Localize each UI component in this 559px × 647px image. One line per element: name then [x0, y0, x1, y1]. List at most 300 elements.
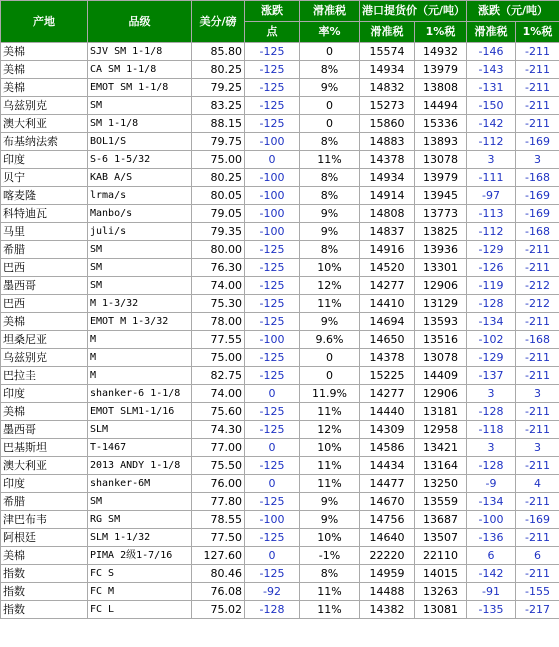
header-change: 涨跌 [245, 1, 300, 22]
cell-port-price-1pct: 13945 [415, 187, 467, 205]
cell-us-cents: 83.25 [192, 97, 245, 115]
table-row [1, 331, 559, 349]
cell-us-cents: 79.05 [192, 205, 245, 223]
cell-change-points: -125 [245, 529, 300, 547]
cell-change-1pct: -211 [516, 241, 559, 259]
cell-grade: SM [88, 493, 192, 511]
cell-port-price-slide: 14520 [360, 259, 415, 277]
cell-change-slide: -119 [467, 277, 516, 295]
header-slide-tax-rate: 率% [300, 22, 360, 43]
cell-us-cents: 75.50 [192, 457, 245, 475]
cell-slide-tax-rate: 8% [300, 241, 360, 259]
table-row [1, 115, 559, 133]
cell-change-slide: -136 [467, 529, 516, 547]
cell-port-price-slide: 15273 [360, 97, 415, 115]
table-row [1, 583, 559, 601]
cell-change-points: -100 [245, 331, 300, 349]
cell-change-slide: 3 [467, 439, 516, 457]
cell-port-price-slide: 14934 [360, 169, 415, 187]
header-chg-slide: 滑准税 [467, 22, 516, 43]
cell-grade: SJV SM 1-1/8 [88, 43, 192, 61]
cell-change-slide: -100 [467, 511, 516, 529]
cell-grade: 2013 ANDY 1-1/8 [88, 457, 192, 475]
cell-change-slide: -142 [467, 115, 516, 133]
table-row [1, 475, 559, 493]
cell-change-slide: -146 [467, 43, 516, 61]
table-row [1, 565, 559, 583]
cell-grade: KAB A/S [88, 169, 192, 187]
cell-change-1pct: -169 [516, 133, 559, 151]
cell-change-1pct: -211 [516, 61, 559, 79]
cell-port-price-slide: 14309 [360, 421, 415, 439]
cell-origin: 美棉 [1, 403, 88, 421]
cell-origin: 乌兹别克 [1, 97, 88, 115]
cell-change-1pct: -168 [516, 169, 559, 187]
cell-port-price-slide: 14934 [360, 61, 415, 79]
cell-origin: 科特迪瓦 [1, 205, 88, 223]
cell-origin: 布基纳法索 [1, 133, 88, 151]
cell-change-points: 0 [245, 547, 300, 565]
cell-slide-tax-rate: 11% [300, 601, 360, 619]
table-row [1, 349, 559, 367]
cell-grade: EMOT SM 1-1/8 [88, 79, 192, 97]
cell-port-price-1pct: 13687 [415, 511, 467, 529]
cell-grade: M [88, 331, 192, 349]
cell-port-price-1pct: 13593 [415, 313, 467, 331]
cell-slide-tax-rate: 9% [300, 493, 360, 511]
table-row [1, 97, 559, 115]
cell-port-price-1pct: 13507 [415, 529, 467, 547]
header-us-cents: 美分/磅 [192, 1, 245, 43]
cell-change-1pct: -211 [516, 565, 559, 583]
cell-change-points: -92 [245, 583, 300, 601]
cell-grade: FC L [88, 601, 192, 619]
table-row [1, 457, 559, 475]
cell-origin: 乌兹别克 [1, 349, 88, 367]
cell-change-1pct: -211 [516, 313, 559, 331]
table-row [1, 61, 559, 79]
cell-origin: 指数 [1, 583, 88, 601]
cell-port-price-slide: 15225 [360, 367, 415, 385]
table-row [1, 367, 559, 385]
cell-slide-tax-rate: 11% [300, 457, 360, 475]
cell-us-cents: 80.25 [192, 61, 245, 79]
cell-change-points: 0 [245, 439, 300, 457]
cell-us-cents: 75.02 [192, 601, 245, 619]
cell-slide-tax-rate: 8% [300, 187, 360, 205]
cell-port-price-slide: 15574 [360, 43, 415, 61]
cell-us-cents: 77.55 [192, 331, 245, 349]
cell-port-price-slide: 14277 [360, 385, 415, 403]
cell-origin: 澳大利亚 [1, 115, 88, 133]
cell-grade: SM [88, 277, 192, 295]
cell-change-1pct: -211 [516, 367, 559, 385]
cell-change-points: 0 [245, 475, 300, 493]
cell-port-price-slide: 14756 [360, 511, 415, 529]
cell-port-price-slide: 14916 [360, 241, 415, 259]
cell-slide-tax-rate: 0 [300, 367, 360, 385]
cell-us-cents: 76.30 [192, 259, 245, 277]
cell-us-cents: 78.55 [192, 511, 245, 529]
cell-us-cents: 82.75 [192, 367, 245, 385]
cell-port-price-1pct: 14932 [415, 43, 467, 61]
cell-change-1pct: -168 [516, 223, 559, 241]
cell-change-1pct: -211 [516, 457, 559, 475]
cell-grade: FC M [88, 583, 192, 601]
cell-grade: M 1-3/32 [88, 295, 192, 313]
cell-change-slide: -102 [467, 331, 516, 349]
cell-port-price-slide: 14808 [360, 205, 415, 223]
cell-change-1pct: -211 [516, 115, 559, 133]
cell-change-points: -100 [245, 169, 300, 187]
cell-origin: 阿根廷 [1, 529, 88, 547]
cell-port-price-slide: 14883 [360, 133, 415, 151]
cell-origin: 美棉 [1, 547, 88, 565]
cell-us-cents: 76.00 [192, 475, 245, 493]
cell-change-points: -125 [245, 421, 300, 439]
table-row [1, 421, 559, 439]
cell-origin: 贝宁 [1, 169, 88, 187]
cell-grade: PIMA 2级1-7/16 [88, 547, 192, 565]
cell-grade: SM [88, 97, 192, 115]
cell-change-slide: -126 [467, 259, 516, 277]
cell-origin: 澳大利亚 [1, 457, 88, 475]
cell-change-slide: -91 [467, 583, 516, 601]
cell-port-price-slide: 14378 [360, 349, 415, 367]
cell-slide-tax-rate: 11% [300, 403, 360, 421]
cell-slide-tax-rate: 12% [300, 421, 360, 439]
cell-port-price-slide: 14640 [360, 529, 415, 547]
cell-port-price-slide: 14914 [360, 187, 415, 205]
cell-us-cents: 85.80 [192, 43, 245, 61]
cell-change-1pct: -211 [516, 79, 559, 97]
cell-grade: lrma/s [88, 187, 192, 205]
header-chg-1pct: 1%税 [516, 22, 559, 43]
cell-origin: 津巴布韦 [1, 511, 88, 529]
cell-change-slide: -134 [467, 493, 516, 511]
cell-change-1pct: -211 [516, 529, 559, 547]
cell-port-price-slide: 14277 [360, 277, 415, 295]
cell-change-points: -125 [245, 97, 300, 115]
table-row [1, 385, 559, 403]
cell-us-cents: 75.30 [192, 295, 245, 313]
cell-grade: shanker-6M [88, 475, 192, 493]
cell-grade: SM [88, 259, 192, 277]
cell-change-points: -100 [245, 205, 300, 223]
cell-change-points: -125 [245, 79, 300, 97]
cell-grade: SLM 1-1/32 [88, 529, 192, 547]
cell-change-slide: -131 [467, 79, 516, 97]
cell-change-1pct: -169 [516, 511, 559, 529]
cell-us-cents: 74.00 [192, 277, 245, 295]
cell-origin: 巴西 [1, 259, 88, 277]
cell-change-points: -100 [245, 223, 300, 241]
cell-origin: 指数 [1, 565, 88, 583]
table-row [1, 241, 559, 259]
cell-change-1pct: -212 [516, 295, 559, 313]
table-body [1, 43, 559, 619]
cell-change-1pct: -169 [516, 187, 559, 205]
cell-port-price-1pct: 22110 [415, 547, 467, 565]
cell-change-1pct: -211 [516, 97, 559, 115]
cell-port-price-1pct: 13078 [415, 349, 467, 367]
cell-origin: 印度 [1, 385, 88, 403]
cell-slide-tax-rate: 0 [300, 115, 360, 133]
table-row [1, 223, 559, 241]
table-row [1, 493, 559, 511]
cell-grade: SM [88, 241, 192, 259]
cell-change-1pct: -211 [516, 43, 559, 61]
cell-port-price-slide: 14488 [360, 583, 415, 601]
cell-us-cents: 77.80 [192, 493, 245, 511]
cell-slide-tax-rate: 11% [300, 583, 360, 601]
cell-change-slide: -113 [467, 205, 516, 223]
table-row [1, 187, 559, 205]
cell-us-cents: 80.00 [192, 241, 245, 259]
cell-port-price-1pct: 13979 [415, 61, 467, 79]
cell-slide-tax-rate: 9% [300, 205, 360, 223]
cell-port-price-1pct: 13516 [415, 331, 467, 349]
cell-change-1pct: -168 [516, 331, 559, 349]
cell-slide-tax-rate: 0 [300, 349, 360, 367]
cell-slide-tax-rate: 8% [300, 133, 360, 151]
cell-port-price-slide: 14586 [360, 439, 415, 457]
cell-port-price-1pct: 14409 [415, 367, 467, 385]
cell-slide-tax-rate: 9% [300, 511, 360, 529]
cell-origin: 指数 [1, 601, 88, 619]
cell-grade: M [88, 349, 192, 367]
cell-us-cents: 75.60 [192, 403, 245, 421]
cell-port-price-slide: 14378 [360, 151, 415, 169]
cell-us-cents: 79.25 [192, 79, 245, 97]
cell-grade: shanker-6 1-1/8 [88, 385, 192, 403]
cell-change-points: -125 [245, 295, 300, 313]
cell-change-1pct: -155 [516, 583, 559, 601]
cell-grade: Manbo/s [88, 205, 192, 223]
cell-port-price-1pct: 14494 [415, 97, 467, 115]
cell-origin: 坦桑尼亚 [1, 331, 88, 349]
cell-slide-tax-rate: 9% [300, 223, 360, 241]
cell-origin: 美棉 [1, 61, 88, 79]
cell-port-price-slide: 14410 [360, 295, 415, 313]
cell-slide-tax-rate: 10% [300, 529, 360, 547]
cell-change-1pct: -169 [516, 205, 559, 223]
cell-grade: juli/s [88, 223, 192, 241]
cell-slide-tax-rate: 8% [300, 565, 360, 583]
header-slide-tax: 滑准税 [300, 1, 360, 22]
cell-change-slide: -97 [467, 187, 516, 205]
cell-slide-tax-rate: 11% [300, 151, 360, 169]
cell-change-slide: -128 [467, 457, 516, 475]
cell-grade: S-6 1-5/32 [88, 151, 192, 169]
cell-us-cents: 75.00 [192, 349, 245, 367]
cell-grade: SLM [88, 421, 192, 439]
cell-port-price-1pct: 12958 [415, 421, 467, 439]
cell-port-price-slide: 15860 [360, 115, 415, 133]
cell-us-cents: 80.05 [192, 187, 245, 205]
cell-origin: 美棉 [1, 79, 88, 97]
cell-change-points: -125 [245, 493, 300, 511]
cell-us-cents: 77.50 [192, 529, 245, 547]
cell-change-slide: -118 [467, 421, 516, 439]
table-row [1, 79, 559, 97]
table-row [1, 547, 559, 565]
table-row [1, 151, 559, 169]
table-row [1, 439, 559, 457]
cell-change-points: -125 [245, 367, 300, 385]
cell-change-points: -125 [245, 403, 300, 421]
cell-change-points: -125 [245, 457, 300, 475]
cell-change-slide: -128 [467, 295, 516, 313]
cell-port-price-slide: 14832 [360, 79, 415, 97]
cell-port-price-1pct: 13893 [415, 133, 467, 151]
cell-slide-tax-rate: 9% [300, 79, 360, 97]
cell-origin: 喀麦隆 [1, 187, 88, 205]
cell-change-slide: -135 [467, 601, 516, 619]
cell-slide-tax-rate: 11.9% [300, 385, 360, 403]
cell-port-price-1pct: 13936 [415, 241, 467, 259]
cell-port-price-1pct: 13421 [415, 439, 467, 457]
cell-grade: M [88, 367, 192, 385]
cell-slide-tax-rate: 8% [300, 169, 360, 187]
cell-origin: 希腊 [1, 241, 88, 259]
cell-change-slide: -129 [467, 349, 516, 367]
cell-change-1pct: 3 [516, 151, 559, 169]
cell-change-points: -125 [245, 259, 300, 277]
cell-slide-tax-rate: 11% [300, 475, 360, 493]
cell-port-price-1pct: 14015 [415, 565, 467, 583]
table-row [1, 205, 559, 223]
cell-change-1pct: -212 [516, 277, 559, 295]
cell-port-price-1pct: 13164 [415, 457, 467, 475]
cell-port-price-1pct: 13773 [415, 205, 467, 223]
cell-change-slide: -112 [467, 223, 516, 241]
cell-change-points: -100 [245, 511, 300, 529]
cell-port-price-1pct: 13250 [415, 475, 467, 493]
cell-us-cents: 76.08 [192, 583, 245, 601]
cell-change-points: 0 [245, 385, 300, 403]
cell-change-slide: -112 [467, 133, 516, 151]
header-grade: 品级 [88, 1, 192, 43]
cell-slide-tax-rate: 0 [300, 97, 360, 115]
cell-change-slide: 3 [467, 151, 516, 169]
cell-change-points: -125 [245, 565, 300, 583]
cell-slide-tax-rate: 9.6% [300, 331, 360, 349]
cell-us-cents: 79.35 [192, 223, 245, 241]
cell-us-cents: 127.60 [192, 547, 245, 565]
cell-origin: 美棉 [1, 313, 88, 331]
cell-change-points: -125 [245, 61, 300, 79]
cell-us-cents: 80.46 [192, 565, 245, 583]
cell-origin: 墨西哥 [1, 277, 88, 295]
cell-change-1pct: -211 [516, 349, 559, 367]
table-row [1, 601, 559, 619]
table-row [1, 259, 559, 277]
cell-change-points: -125 [245, 43, 300, 61]
cell-grade: EMOT SLM1-1/16 [88, 403, 192, 421]
cell-us-cents: 74.30 [192, 421, 245, 439]
cell-port-price-1pct: 13808 [415, 79, 467, 97]
header-change-group: 涨跌（元/吨） [467, 1, 559, 22]
header-change-unit: 点 [245, 22, 300, 43]
cell-origin: 美棉 [1, 43, 88, 61]
cell-change-1pct: -211 [516, 259, 559, 277]
cell-port-price-1pct: 13301 [415, 259, 467, 277]
cell-port-price-slide: 14670 [360, 493, 415, 511]
table-row [1, 511, 559, 529]
cell-slide-tax-rate: 8% [300, 61, 360, 79]
cell-port-price-slide: 14837 [360, 223, 415, 241]
cell-us-cents: 75.00 [192, 151, 245, 169]
table-row [1, 529, 559, 547]
cell-port-price-slide: 14694 [360, 313, 415, 331]
cell-slide-tax-rate: 0 [300, 43, 360, 61]
header-port-1pct: 1%税 [415, 22, 467, 43]
cell-change-1pct: 4 [516, 475, 559, 493]
cell-port-price-1pct: 13081 [415, 601, 467, 619]
cell-port-price-slide: 14650 [360, 331, 415, 349]
cell-us-cents: 88.15 [192, 115, 245, 133]
cell-change-points: -125 [245, 115, 300, 133]
cell-origin: 印度 [1, 151, 88, 169]
cell-change-points: -100 [245, 133, 300, 151]
cell-change-points: 0 [245, 151, 300, 169]
cell-port-price-1pct: 12906 [415, 277, 467, 295]
cell-grade: RG SM [88, 511, 192, 529]
cell-change-slide: 3 [467, 385, 516, 403]
cell-port-price-1pct: 13263 [415, 583, 467, 601]
cell-origin: 巴西 [1, 295, 88, 313]
cell-port-price-1pct: 15336 [415, 115, 467, 133]
cell-port-price-1pct: 13129 [415, 295, 467, 313]
cell-change-points: -128 [245, 601, 300, 619]
cell-us-cents: 77.00 [192, 439, 245, 457]
table-row [1, 295, 559, 313]
cell-port-price-1pct: 13559 [415, 493, 467, 511]
cell-slide-tax-rate: 9% [300, 313, 360, 331]
cell-origin: 马里 [1, 223, 88, 241]
cell-origin: 印度 [1, 475, 88, 493]
cell-change-slide: -129 [467, 241, 516, 259]
cell-us-cents: 74.00 [192, 385, 245, 403]
cell-change-slide: -134 [467, 313, 516, 331]
header-port-slide: 滑准税 [360, 22, 415, 43]
cell-origin: 巴基斯坦 [1, 439, 88, 457]
cell-port-price-1pct: 13979 [415, 169, 467, 187]
cell-change-slide: -111 [467, 169, 516, 187]
cell-change-points: -100 [245, 187, 300, 205]
table-row [1, 313, 559, 331]
cell-port-price-1pct: 13078 [415, 151, 467, 169]
cell-port-price-1pct: 13825 [415, 223, 467, 241]
cell-change-slide: 6 [467, 547, 516, 565]
cell-change-1pct: -211 [516, 493, 559, 511]
cell-grade: CA SM 1-1/8 [88, 61, 192, 79]
cell-change-points: -125 [245, 349, 300, 367]
cell-grade: SM 1-1/8 [88, 115, 192, 133]
cell-origin: 巴拉圭 [1, 367, 88, 385]
cell-grade: BOL1/S [88, 133, 192, 151]
cell-change-1pct: -211 [516, 421, 559, 439]
header-origin: 产地 [1, 1, 88, 43]
table-row [1, 277, 559, 295]
cell-slide-tax-rate: 10% [300, 439, 360, 457]
cell-slide-tax-rate: 10% [300, 259, 360, 277]
cell-port-price-slide: 14382 [360, 601, 415, 619]
cell-slide-tax-rate: -1% [300, 547, 360, 565]
cell-slide-tax-rate: 11% [300, 295, 360, 313]
cell-grade: EMOT M 1-3/32 [88, 313, 192, 331]
